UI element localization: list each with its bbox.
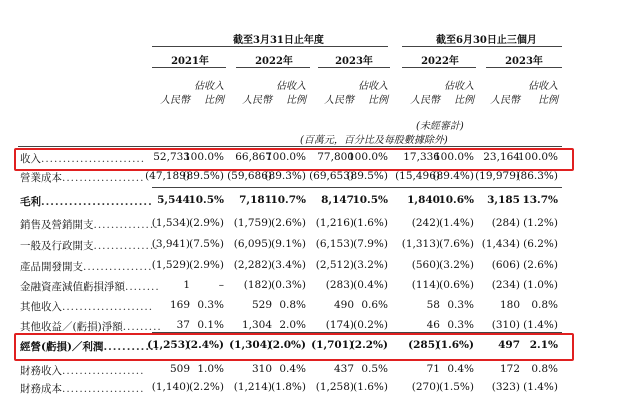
- cell-amount-rmb: (114): [411, 279, 440, 291]
- row-label-text: 經營(虧損)／利潤: [20, 341, 104, 353]
- cell-amount-rmb: (19,979): [475, 170, 520, 182]
- cell-pct-of-revenue: (2.0%): [267, 339, 306, 351]
- cell-amount-rmb: (310): [491, 319, 520, 331]
- cell-amount-rmb: (323): [491, 381, 520, 393]
- row-label-text: 財務成本: [20, 383, 62, 395]
- cell-amount-rmb: 77,800: [317, 151, 354, 163]
- cell-amount-rmb: (1,534): [151, 217, 190, 229]
- group-rule-fiscal-year: [152, 46, 388, 47]
- cell-amount-rmb: 46: [426, 319, 440, 331]
- row-label-text: 金融資產減值虧損淨額: [20, 281, 125, 293]
- row-label-text: 營業成本: [20, 172, 62, 184]
- cell-pct-of-revenue: 10.5%: [352, 194, 388, 206]
- cell-amount-rmb: (1,701): [311, 339, 354, 351]
- cell-pct-of-revenue: (1.4%): [523, 381, 558, 393]
- cell-pct-of-revenue: (2.2%): [189, 381, 224, 393]
- cell-pct-of-revenue: (1.4%): [439, 217, 474, 229]
- cell-amount-rmb: (1,304): [229, 339, 272, 351]
- header-bottom-rule: [18, 146, 562, 147]
- cell-amount-rmb: (174): [325, 319, 354, 331]
- cell-pct-of-revenue: (89.5%): [182, 170, 224, 182]
- cell-amount-rmb: 66,867: [235, 151, 272, 163]
- row-label-leader-dots: ...................: [62, 365, 145, 377]
- cell-amount-rmb: (59,686): [227, 170, 272, 182]
- cell-pct-of-revenue: (1.6%): [353, 217, 388, 229]
- row-label-text: 收入: [20, 153, 41, 165]
- cell-pct-of-revenue: (2.4%): [185, 339, 224, 351]
- cell-pct-of-revenue: (3.4%): [271, 259, 306, 271]
- group-header-fiscal-year: 截至3月31日止年度: [233, 35, 324, 46]
- cell-pct-of-revenue: (7.5%): [189, 238, 224, 250]
- row-label-leader-dots: ...............: [93, 219, 159, 231]
- col-header-pct-top-fy2023: 佔收入: [358, 81, 388, 92]
- cell-amount-rmb: (2,512): [315, 259, 354, 271]
- cell-pct-of-revenue: (2.9%): [189, 259, 224, 271]
- row-label-leader-dots: ...................: [62, 383, 145, 395]
- cell-amount-rmb: 1: [183, 279, 190, 291]
- unit-note: (百萬元，百分比及每股數據除外): [300, 135, 448, 146]
- cell-amount-rmb: (606): [491, 259, 520, 271]
- group-header-three-months: 截至6月30日止三個月: [436, 35, 537, 46]
- cell-pct-of-revenue: (1.0%): [523, 279, 558, 291]
- cell-amount-rmb: (1,253): [147, 339, 190, 351]
- cell-amount-rmb: (1,258): [315, 381, 354, 393]
- row-label-text: 其他收益／(虧損)淨額: [20, 321, 123, 333]
- cell-amount-rmb: 1,304: [241, 319, 272, 331]
- cell-pct-of-revenue: 13.7%: [522, 194, 558, 206]
- cell-amount-rmb: 71: [426, 363, 440, 375]
- cell-amount-rmb: (560): [411, 259, 440, 271]
- cell-pct-of-revenue: (0.6%): [439, 279, 474, 291]
- cell-pct-of-revenue: (2.6%): [271, 217, 306, 229]
- cell-pct-of-revenue: (86.3%): [516, 170, 558, 182]
- cell-amount-rmb: 169: [169, 299, 190, 311]
- cell-pct-of-revenue: 0.1%: [197, 319, 224, 331]
- cell-pct-of-revenue: 2.1%: [529, 339, 558, 351]
- cell-pct-of-revenue: 0.4%: [447, 363, 474, 375]
- cell-amount-rmb: (242): [411, 217, 440, 229]
- cell-pct-of-revenue: 0.5%: [361, 363, 388, 375]
- highlight-box-operating-profit: [14, 333, 574, 361]
- cell-amount-rmb: 497: [498, 339, 520, 351]
- cell-amount-rmb: (284): [491, 217, 520, 229]
- cell-pct-of-revenue: (3.2%): [439, 259, 474, 271]
- cell-pct-of-revenue: (2.9%): [189, 217, 224, 229]
- cell-amount-rmb: 58: [426, 299, 440, 311]
- row-label: [20, 381, 144, 396]
- cell-pct-of-revenue: 0.3%: [447, 299, 474, 311]
- cell-amount-rmb: (283): [325, 279, 354, 291]
- cell-amount-rmb: (15,496): [395, 170, 440, 182]
- cell-amount-rmb: (1,529): [151, 259, 190, 271]
- year-header-q2023: 2023年: [505, 56, 543, 67]
- cell-pct-of-revenue: (7.9%): [353, 238, 388, 250]
- row-label-text: 產品開發開支: [20, 261, 83, 273]
- cell-pct-of-revenue: 100.0%: [347, 151, 388, 163]
- row-label-leader-dots: ........................: [41, 196, 153, 208]
- cell-amount-rmb: 17,336: [403, 151, 440, 163]
- col-header-pct-bottom-q2022: 比例: [454, 95, 474, 106]
- col-header-pct-top-fy2022: 佔收入: [276, 81, 306, 92]
- cell-amount-rmb: (1,759): [233, 217, 272, 229]
- cell-pct-of-revenue: 100.0%: [183, 151, 224, 163]
- cell-pct-of-revenue: 100.0%: [433, 151, 474, 163]
- cell-pct-of-revenue: (1.6%): [353, 381, 388, 393]
- cell-amount-rmb: (69,653): [309, 170, 354, 182]
- highlight-box-revenue: [14, 148, 574, 171]
- row-label-leader-dots: ................: [83, 261, 153, 273]
- row-label-leader-dots: .........: [122, 321, 162, 333]
- cell-amount-rmb: (1,216): [315, 217, 354, 229]
- col-header-rmb-q2022: 人民幣: [410, 95, 440, 106]
- cell-pct-of-revenue: 0.8%: [279, 299, 306, 311]
- cell-amount-rmb: 3,185: [487, 194, 520, 206]
- col-header-pct-bottom-fy2023: 比例: [368, 95, 388, 106]
- cell-amount-rmb: 23,164: [483, 151, 520, 163]
- cell-amount-rmb: (3,941): [151, 238, 190, 250]
- cell-amount-rmb: 172: [499, 363, 520, 375]
- cell-amount-rmb: (2,282): [233, 259, 272, 271]
- cell-pct-of-revenue: 0.8%: [531, 299, 558, 311]
- year-header-q2022: 2022年: [421, 56, 459, 67]
- cell-amount-rmb: 509: [169, 363, 190, 375]
- gross-profit-rule: [152, 187, 562, 188]
- cell-pct-of-revenue: 1.0%: [197, 363, 224, 375]
- cell-amount-rmb: (182): [243, 279, 272, 291]
- col-header-pct-top-q2023: 佔收入: [528, 81, 558, 92]
- cell-amount-rmb: (1,214): [233, 381, 272, 393]
- cell-pct-of-revenue: 2.0%: [279, 319, 306, 331]
- cell-amount-rmb: 1,840: [407, 194, 440, 206]
- col-header-pct-bottom-fy2021: 比例: [204, 95, 224, 106]
- cell-pct-of-revenue: (2.2%): [349, 339, 388, 351]
- cell-pct-of-revenue: (0.2%): [353, 319, 388, 331]
- cell-pct-of-revenue: (2.6%): [523, 259, 558, 271]
- cell-pct-of-revenue: –: [218, 279, 224, 291]
- cell-pct-of-revenue: (1.5%): [439, 381, 474, 393]
- cell-amount-rmb: 52,733: [153, 151, 190, 163]
- cell-pct-of-revenue: 10.7%: [270, 194, 306, 206]
- row-label-text: 銷售及營銷開支: [20, 219, 94, 231]
- col-header-rmb-q2023: 人民幣: [490, 95, 520, 106]
- cell-amount-rmb: (47,189): [145, 170, 190, 182]
- year-header-fy2023: 2023年: [335, 56, 373, 67]
- cell-amount-rmb: 437: [333, 363, 354, 375]
- cell-amount-rmb: (1,313): [401, 238, 440, 250]
- cell-amount-rmb: (285): [408, 339, 440, 351]
- cell-amount-rmb: 5,544: [157, 194, 190, 206]
- cell-pct-of-revenue: (0.3%): [271, 279, 306, 291]
- cell-pct-of-revenue: (1.2%): [523, 217, 558, 229]
- cell-amount-rmb: (234): [491, 279, 520, 291]
- cell-pct-of-revenue: (9.1%): [271, 238, 306, 250]
- year-rule-q2023: [486, 67, 562, 68]
- cell-amount-rmb: 529: [251, 299, 272, 311]
- row-label-leader-dots: .....................: [62, 301, 154, 313]
- cell-pct-of-revenue: (3.2%): [353, 259, 388, 271]
- cell-pct-of-revenue: (7.6%): [439, 238, 474, 250]
- year-rule-fy2021: [152, 67, 226, 68]
- cell-pct-of-revenue: 100.0%: [517, 151, 558, 163]
- cell-amount-rmb: (6,095): [233, 238, 272, 250]
- cell-amount-rmb: 8,147: [321, 194, 354, 206]
- cell-amount-rmb: 490: [333, 299, 354, 311]
- cell-pct-of-revenue: (1.8%): [271, 381, 306, 393]
- group-rule-three-months: [402, 46, 562, 47]
- cell-pct-of-revenue: (89.3%): [264, 170, 306, 182]
- cell-pct-of-revenue: 10.5%: [188, 194, 224, 206]
- col-header-rmb-fy2021: 人民幣: [160, 95, 190, 106]
- year-rule-fy2022: [236, 67, 310, 68]
- cell-amount-rmb: 7,181: [239, 194, 272, 206]
- row-label-text: 毛利: [20, 196, 41, 208]
- cell-amount-rmb: (1,140): [151, 381, 190, 393]
- year-header-fy2021: 2021年: [171, 56, 209, 67]
- row-label-leader-dots: ...............: [93, 240, 159, 252]
- unaudited-note: (未經審計): [416, 121, 464, 132]
- year-rule-q2022: [402, 67, 476, 68]
- row-label-leader-dots: ............: [103, 341, 160, 353]
- row-label-leader-dots: ........: [125, 281, 160, 293]
- cell-amount-rmb: (6,153): [315, 238, 354, 250]
- cell-pct-of-revenue: (6.2%): [523, 238, 558, 250]
- col-header-rmb-fy2022: 人民幣: [242, 95, 272, 106]
- cell-pct-of-revenue: (1.4%): [523, 319, 558, 331]
- cell-pct-of-revenue: (89.4%): [432, 170, 474, 182]
- cell-pct-of-revenue: 10.6%: [438, 194, 474, 206]
- cell-amount-rmb: 180: [499, 299, 520, 311]
- col-header-pct-top-fy2021: 佔收入: [194, 81, 224, 92]
- row-label-leader-dots: ........................: [41, 153, 146, 165]
- cell-pct-of-revenue: 0.3%: [447, 319, 474, 331]
- cell-amount-rmb: 310: [251, 363, 272, 375]
- row-label-text: 一般及行政開支: [20, 240, 94, 252]
- col-header-pct-bottom-fy2022: 比例: [286, 95, 306, 106]
- row-label: [20, 363, 144, 378]
- cell-pct-of-revenue: 100.0%: [265, 151, 306, 163]
- cell-pct-of-revenue: 0.3%: [197, 299, 224, 311]
- row-label: [20, 170, 144, 185]
- cell-amount-rmb: (1,434): [481, 238, 520, 250]
- year-rule-fy2023: [318, 67, 390, 68]
- cell-pct-of-revenue: (1.6%): [435, 339, 474, 351]
- cell-pct-of-revenue: 0.8%: [531, 363, 558, 375]
- row-label-text: 財務收入: [20, 365, 62, 377]
- cell-amount-rmb: (270): [411, 381, 440, 393]
- col-header-pct-top-q2022: 佔收入: [444, 81, 474, 92]
- cell-pct-of-revenue: (89.5%): [346, 170, 388, 182]
- col-header-pct-bottom-q2023: 比例: [538, 95, 558, 106]
- row-label-text: 其他收入: [20, 301, 62, 313]
- col-header-rmb-fy2023: 人民幣: [324, 95, 354, 106]
- cell-pct-of-revenue: (0.4%): [353, 279, 388, 291]
- cell-pct-of-revenue: 0.6%: [361, 299, 388, 311]
- row-label-leader-dots: ...................: [62, 172, 145, 184]
- cell-amount-rmb: 37: [176, 319, 190, 331]
- cell-pct-of-revenue: 0.4%: [279, 363, 306, 375]
- year-header-fy2022: 2022年: [255, 56, 293, 67]
